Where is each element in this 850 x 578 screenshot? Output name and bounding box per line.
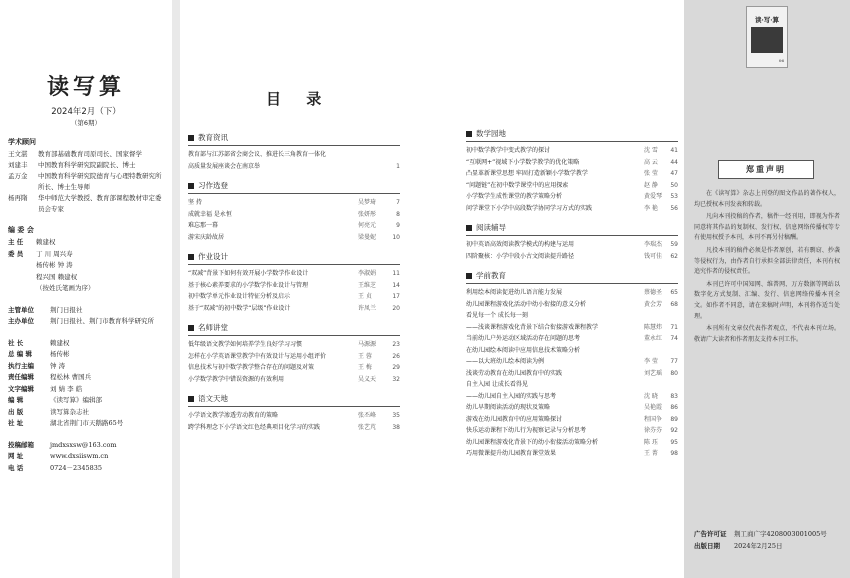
toc-entry[interactable] [188, 374, 400, 386]
entry-title: 信息技术与初中数学教学整合存在的问题及对策 [188, 364, 315, 371]
staff-row [8, 338, 164, 350]
entry-title: 凸显革新课堂思想 牢固打造新颖小学数学教学 [466, 170, 588, 177]
row-key: 社 址 [8, 419, 24, 427]
entry-page: 68 [670, 300, 678, 308]
entry-page: 14 [392, 281, 400, 289]
entry-page: 98 [670, 450, 678, 457]
editorial-row [8, 283, 164, 295]
row-key: 网 址 [8, 452, 24, 460]
editorial-heading: 编 委 会 [8, 226, 34, 234]
entry-title: 初中英语高效阅读教学模式的构建与运用 [466, 241, 575, 248]
toc-panel [180, 0, 684, 578]
email-value[interactable]: jmdxsxsw@163.com [50, 440, 117, 449]
row-key: 广告许可证 [694, 530, 727, 538]
entry-author: 张 莹 [644, 170, 658, 177]
staff-row [8, 372, 164, 384]
entry-author: 王 贞 [358, 293, 372, 300]
entry-author: 王维芝 [358, 281, 377, 289]
entry-title: 看见每一个 成长每一刻 [466, 312, 528, 319]
entry-author [644, 310, 666, 322]
editorial-row [8, 272, 164, 284]
section-heading [188, 251, 400, 265]
entry-page [666, 379, 678, 391]
advisors-heading: 学术顾问 [8, 138, 36, 146]
entry-title: ——幼儿园自主入园的实践与思考 [466, 392, 557, 400]
entry-title: 小学数学教学中错误资源的有效利用 [188, 375, 285, 383]
contact-list [8, 440, 164, 475]
toc-entry[interactable] [466, 391, 678, 403]
advisor-desc: 中国教育科学研究院德育与心理特教研究所所长、博士生导师 [38, 172, 162, 191]
entry-page: 86 [670, 404, 678, 411]
contact-row [8, 440, 164, 452]
entry-author: 蔡德圣 [644, 289, 663, 296]
section-name: 教育资讯 [198, 133, 228, 142]
entry-page: 53 [670, 193, 678, 200]
advisor-name: 王文湛 [8, 150, 28, 158]
entry-author: 陈慧炜 [644, 323, 663, 331]
entry-author: 高 云 [644, 158, 658, 166]
advisor-row [8, 171, 164, 193]
contact-row [8, 451, 164, 463]
toc-entry[interactable] [188, 161, 400, 173]
row-value: 杨传彬 [50, 350, 70, 358]
entry-title: 教育部与江苏部省会商会议、推进长三角教育一体化 [188, 151, 327, 158]
entry-page: 26 [392, 352, 400, 360]
section-name: 作业设计 [198, 252, 228, 261]
entry-author [358, 161, 388, 173]
entry-author: 何亮元 [358, 222, 377, 229]
entry-author: 李 艳 [644, 204, 658, 212]
entry-author: 刘艺瑶 [644, 369, 663, 377]
toc-title: 目 录 [266, 90, 332, 108]
declaration-body [694, 189, 840, 345]
entry-title: 游宋庆龄故居 [188, 233, 225, 241]
entry-page: 80 [670, 369, 678, 377]
advisor-row [8, 193, 164, 215]
entry-author: 王 蓉 [358, 352, 372, 360]
entry-author: 马源源 [358, 341, 377, 348]
square-bullet-icon [466, 225, 472, 231]
declaration-paragraph: 凡向本刊投稿的作者，稿件一经刊用，即视为作者同意将其作品的复制权、发行权、信息网络传播权等专有使用权授予本刊，本刊不再另付稿酬。 [694, 213, 840, 242]
entry-title: 利用绘本阅读促进幼儿语言能力发展 [466, 289, 563, 296]
row-key: 主办单位 [8, 317, 34, 325]
toc-entry[interactable] [188, 422, 400, 434]
row-key: 总 编 辑 [8, 350, 33, 358]
entry-title: 初中数学单元作业设计特征分析及启示 [188, 293, 291, 300]
entry-page: 74 [670, 335, 678, 342]
section-name: 数学园地 [476, 129, 506, 138]
editorial-row [8, 249, 164, 261]
entry-author: 李瑞杰 [644, 241, 663, 248]
row-value: 荆工商广字4208003001005号 [734, 530, 827, 538]
entry-author [644, 379, 666, 391]
entry-title: 游戏在幼儿园教育中的应用策略探讨 [466, 415, 563, 423]
entry-title: 成就幸福 是永恒 [188, 210, 232, 218]
editorial-list [8, 237, 164, 295]
entry-page: 71 [670, 323, 678, 331]
row-key: 社 长 [8, 338, 24, 347]
entry-title: 基于“双减”的初中数学“层级”作业设计 [188, 304, 291, 312]
section-name: 阅读辅导 [476, 223, 506, 232]
entry-page [666, 345, 678, 357]
entry-author: 王 梅 [358, 364, 372, 371]
row-key: 委 员 [8, 249, 24, 258]
toc-entry[interactable] [188, 209, 400, 221]
entry-author: 黄会芳 [644, 300, 663, 308]
entry-author: 张丕峰 [358, 412, 377, 419]
row-key: 主管单位 [8, 305, 34, 314]
magazine-title: 读写算 [46, 74, 125, 100]
row-value: 读写算杂志社 [50, 407, 89, 416]
entry-page: 38 [392, 423, 400, 431]
entry-author: 黄爱琴 [644, 193, 663, 200]
toc-entry[interactable] [188, 291, 400, 303]
publisher-row [8, 316, 164, 328]
square-bullet-icon [188, 254, 194, 260]
entry-title: 浅谈劳动教育在幼儿园教育中的实践 [466, 369, 563, 377]
toc-entry[interactable] [466, 345, 678, 357]
toc-left-column [188, 132, 400, 441]
row-value: 湖北省荆门市天鹅路65号 [50, 419, 124, 427]
row-value: 程松林 曹国兵 [50, 373, 92, 381]
entry-page: 89 [670, 415, 678, 423]
row-value: 杨传彬 钟 涛 [36, 261, 73, 269]
publication-info [694, 528, 827, 552]
toc-entry[interactable] [466, 368, 678, 380]
square-bullet-icon [188, 183, 194, 189]
entry-page: 65 [670, 289, 678, 296]
masthead-panel [0, 0, 172, 578]
row-key: 文字编辑 [8, 384, 34, 393]
toc-entry[interactable] [466, 402, 678, 414]
square-bullet-icon [188, 135, 194, 141]
publisher-list [8, 305, 164, 328]
entry-author: 赵 静 [644, 181, 658, 189]
entry-page: 1 [396, 162, 400, 170]
section-heading [466, 128, 678, 142]
section-heading [466, 270, 678, 284]
toc-right-column [466, 128, 678, 468]
entry-page: 95 [670, 438, 678, 446]
info-row [694, 540, 827, 552]
entry-page: 77 [670, 358, 678, 365]
magazine-cover-thumbnail [746, 6, 788, 68]
entry-page: 41 [670, 147, 678, 154]
toc-entry[interactable] [466, 310, 678, 322]
toc-entry[interactable] [188, 339, 400, 351]
cover-photo [751, 27, 783, 53]
entry-title: 当前幼儿户外运动区域活动存在问题的思考 [466, 335, 581, 342]
entry-author: 梁曼妮 [358, 233, 377, 241]
toc-section [466, 270, 678, 460]
toc-entry[interactable] [188, 351, 400, 363]
entry-page: 50 [670, 181, 678, 189]
cover-issue-number: 06 [778, 58, 784, 63]
section-name: 名师讲堂 [198, 323, 228, 332]
square-bullet-icon [188, 396, 194, 402]
entry-title: 快乐运动课程下幼儿行为视察记录与分析思考 [466, 427, 587, 434]
toc-entry[interactable] [466, 180, 678, 192]
entry-title: 幼儿园课程游戏化背景下的幼小衔接活动策略分析 [466, 438, 599, 446]
toc-entry[interactable] [188, 232, 400, 244]
toc-entry[interactable] [466, 448, 678, 460]
toc-entry[interactable] [466, 299, 678, 311]
toc-section [188, 132, 400, 172]
declaration-paragraph: 本刊所有文章仅代表作者观点，不代表本刊立场。敬请广大读者和作者朋友支持本刊工作。 [694, 325, 840, 343]
toc-entry[interactable] [466, 157, 678, 169]
phone-value: 0724－2345835 [50, 463, 102, 472]
entry-page: 92 [670, 427, 678, 434]
toc-section [188, 322, 400, 385]
section-heading [466, 222, 678, 236]
toc-entry[interactable] [466, 145, 678, 157]
advisor-name: 孟万金 [8, 172, 28, 180]
entry-title: 自主入园 让成长看得见 [466, 381, 528, 388]
entry-author: 李淑娟 [358, 270, 377, 277]
entry-author: 沈 雪 [644, 147, 658, 154]
row-value: 刘 婧 李 皓 [50, 384, 83, 393]
entry-author: 王 菁 [644, 450, 658, 457]
toc-entry[interactable] [466, 356, 678, 368]
publisher-row [8, 305, 164, 317]
advisor-row [8, 149, 164, 160]
entry-title: “问题链”在初中数学课堂中的应用探索 [466, 181, 569, 189]
entry-page: 59 [670, 241, 678, 248]
entry-title: 幼儿早期阅读活动的现状及策略 [466, 404, 551, 411]
entry-page: 23 [392, 341, 400, 348]
staff-row [8, 361, 164, 373]
toc-entry[interactable] [466, 333, 678, 345]
website-link[interactable]: www.dxsiiswm.cn [50, 452, 109, 460]
row-key: 电 话 [8, 463, 24, 472]
entry-title: ——以大班幼儿绘本阅读为例 [466, 358, 545, 365]
toc-section [466, 128, 678, 214]
toc-entry[interactable] [188, 197, 400, 209]
row-value: 2024年2月25日 [734, 542, 783, 550]
toc-entry[interactable] [466, 168, 678, 180]
row-value: 荆门日报社 [50, 305, 83, 314]
toc-entry[interactable] [188, 410, 400, 422]
square-bullet-icon [188, 325, 194, 331]
toc-entry[interactable] [466, 437, 678, 449]
declaration-paragraph: 凡投本刊的稿件必须是作者原创，若有剽窃、抄袭等侵权行为，由作者自行承担全部法律责任，本刊有权追究作者的侵权责任。 [694, 246, 840, 276]
entry-page: 56 [670, 204, 678, 212]
row-key [8, 260, 36, 272]
toc-entry[interactable] [466, 191, 678, 203]
entry-author: 徐芬芬 [644, 427, 663, 434]
entry-title: 幼儿园课程游戏化活动中幼小衔接的意义分析 [466, 300, 587, 308]
entry-author [358, 149, 388, 161]
entry-title: 难忘那一幕 [188, 222, 219, 229]
row-key [8, 272, 36, 284]
entry-title: ——浅谈课程游戏化背景下结合衔接游戏课程教学 [466, 323, 599, 331]
section-heading [188, 322, 400, 336]
entry-author: 陈 珏 [644, 438, 658, 446]
row-value: 《读写算》编辑部 [50, 396, 102, 404]
toc-entry[interactable] [466, 239, 678, 251]
row-value: （按姓氏笔画为序） [36, 284, 95, 292]
staff-row [8, 384, 164, 396]
entry-page: 29 [392, 364, 400, 371]
entry-title: “互联网+”视域下小学数学教学的优化策略 [466, 158, 580, 166]
declaration-paragraph: 本刊已许可中国知网、维普网、万方数据等网站以数字化方式复制、汇编、发行、信息网络传播本刊全文。如作者不同意，请在来稿时声明，本刊将作适当处理。 [694, 280, 840, 320]
section-heading [188, 132, 400, 146]
row-value: 荆门日报社、荆门市教育科学研究所 [50, 317, 154, 325]
entry-author: 董永红 [644, 335, 663, 342]
square-bullet-icon [466, 131, 472, 137]
entry-page: 10 [392, 233, 400, 241]
declaration-panel [684, 0, 850, 578]
row-key [8, 283, 36, 295]
entry-title: 低年级语文教学如何培养学生良好学习习惯 [188, 341, 303, 348]
toc-entry[interactable] [466, 287, 678, 299]
entry-title: 坚 持 [188, 199, 202, 206]
row-key: 主 任 [8, 238, 24, 246]
declaration-title: 郑重声明 [718, 160, 814, 179]
entry-page: 9 [396, 222, 400, 229]
entry-author: 张妍彤 [358, 210, 377, 218]
entry-title: 初中数学教学中变式教学的探讨 [466, 147, 551, 154]
entry-title: 高质量发展座谈会在南京举 [188, 162, 261, 170]
entry-page: 11 [392, 270, 400, 277]
entry-title: 小学语文教学渗透劳动教育的策略 [188, 412, 279, 419]
entry-title: 在幼儿园绘本阅读中应用信息技术策略分析 [466, 346, 581, 354]
row-key: 执行主编 [8, 361, 34, 370]
advisor-desc: 中国教育科学研究院副院长、博士 [38, 161, 136, 169]
entry-page: 47 [670, 170, 678, 177]
toc-entry[interactable] [188, 268, 400, 280]
entry-title: “双减”背景下如何有效开展小学数学作业设计 [188, 270, 309, 277]
entry-page: 35 [392, 412, 400, 419]
entry-page: 32 [392, 375, 400, 383]
staff-row [8, 418, 164, 430]
entry-title: 问学课堂下小学中高段数学协同学习方式的实践 [466, 204, 593, 212]
entry-author: 吴艳霞 [644, 404, 663, 411]
toc-entry[interactable] [466, 379, 678, 391]
staff-row [8, 349, 164, 361]
entry-author: 钱可佳 [644, 252, 663, 260]
toc-entry[interactable] [466, 251, 678, 263]
entry-page [666, 310, 678, 322]
entry-author: 张艺芃 [358, 423, 377, 431]
entry-page: 44 [670, 158, 678, 166]
toc-entry[interactable] [188, 280, 400, 292]
square-bullet-icon [466, 273, 472, 279]
entry-page: 20 [392, 304, 400, 312]
entry-author: 李 莹 [644, 358, 658, 365]
toc-section [188, 393, 400, 433]
staff-row [8, 407, 164, 419]
entry-title: 小学数学生成性课堂的教学策略分析 [466, 193, 563, 200]
entry-page: 62 [670, 252, 678, 260]
entry-page: 83 [670, 392, 678, 400]
entry-title: 基于核心素养要求的小学数学作业设计与管理 [188, 281, 309, 289]
entry-page [388, 149, 400, 161]
row-value: 赖建权 [50, 338, 70, 347]
entry-page: 17 [392, 293, 400, 300]
entry-title: 跨学科理念下小学语文红色经典项目化学习的实践 [188, 423, 321, 431]
advisor-desc: 教育部基础教育司原司长、国家督学 [38, 150, 142, 158]
toc-section [188, 251, 400, 314]
row-key: 出版日期 [694, 542, 720, 550]
section-name: 语文天地 [198, 394, 228, 403]
editorial-row [8, 237, 164, 249]
entry-title: 四阶聚核：小学中段小古文阅读提升路径 [466, 252, 575, 260]
toc-section [188, 180, 400, 243]
toc-entry[interactable] [466, 203, 678, 215]
advisor-desc: 华中师范大学教授、教育部课程教材审定委员会专家 [38, 194, 162, 213]
advisor-name: 刘建丰 [8, 161, 28, 169]
toc-entry[interactable] [466, 414, 678, 426]
advisor-name: 杨再隋 [8, 194, 28, 202]
entry-author: 吴梦琦 [358, 199, 377, 206]
row-key: 投稿邮箱 [8, 440, 34, 449]
entry-author: 吴义天 [358, 375, 377, 383]
cover-title: 读·写·算 [754, 16, 780, 24]
editorial-row [8, 260, 164, 272]
toc-entry[interactable] [466, 425, 678, 437]
row-value: 钟 涛 [50, 361, 66, 370]
issue-date: 2024年2月（下） [51, 107, 121, 117]
toc-entry[interactable] [188, 362, 400, 374]
row-key: 责任编辑 [8, 373, 34, 381]
declaration-paragraph: 在《读写算》杂志上刊登的图文作品的著作权人，均已授权本刊发表和转载。 [694, 190, 840, 208]
entry-author: 沈 晓 [644, 392, 658, 400]
page-gutter [172, 0, 180, 578]
section-heading [188, 180, 400, 194]
row-value: 丁 川 周兴寿 [36, 249, 73, 258]
staff-list [8, 338, 164, 430]
toc-entry[interactable] [188, 220, 400, 232]
entry-author: 许凤兰 [358, 304, 377, 312]
entry-author: 程国争 [644, 415, 663, 423]
entry-title: 怎样在小学英语课堂教学中有效设计与运用小组评价 [188, 352, 327, 360]
section-name: 学前教育 [476, 271, 506, 280]
section-heading [188, 393, 400, 407]
section-name: 习作选登 [198, 181, 228, 190]
entry-page: 7 [396, 199, 400, 206]
advisors-list [8, 149, 164, 215]
staff-row [8, 395, 164, 407]
entry-title: 巧用微课提升幼儿园教育课堂效果 [466, 450, 557, 457]
toc-entry[interactable] [188, 149, 400, 161]
entry-page: 8 [396, 210, 400, 218]
row-value: 程兴国 赖建权 [36, 272, 78, 281]
row-value: 赖建权 [36, 238, 56, 246]
toc-entry[interactable] [466, 322, 678, 334]
toc-entry[interactable] [188, 303, 400, 315]
entry-author [644, 345, 666, 357]
row-key: 出 版 [8, 407, 24, 416]
contact-row [8, 463, 164, 475]
advisor-row [8, 160, 164, 171]
issue-number: （第6期） [70, 119, 102, 127]
info-row [694, 528, 827, 540]
toc-section [466, 222, 678, 262]
row-key: 编 辑 [8, 396, 24, 404]
